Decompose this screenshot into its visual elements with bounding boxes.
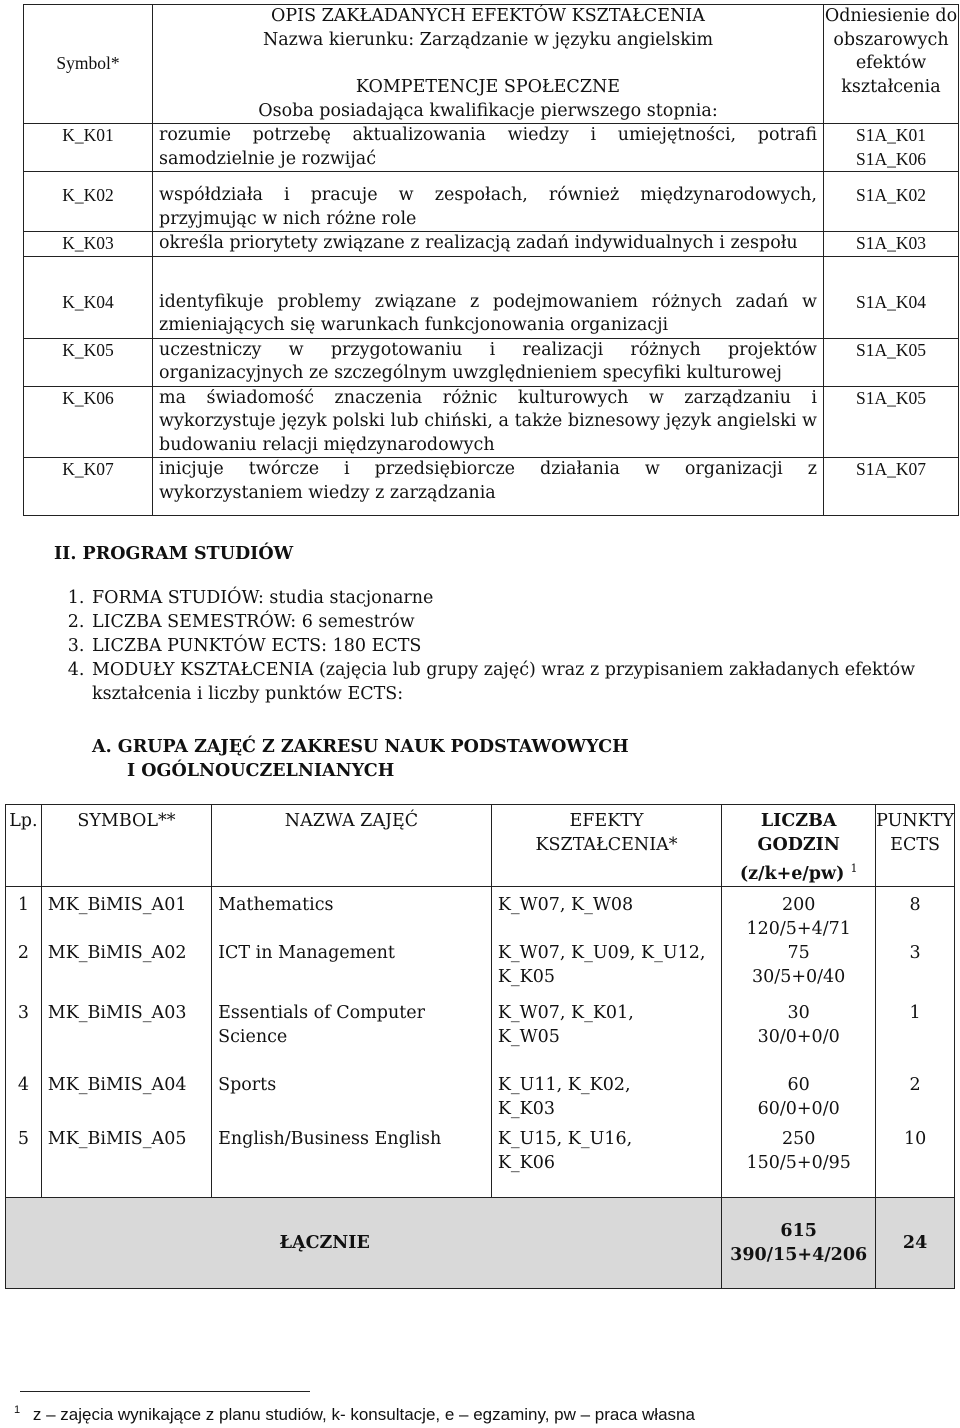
total-hours (722, 1197, 876, 1288)
row-lp: 2 (6, 941, 42, 989)
hours-split: 60/0+0/0 (757, 1098, 840, 1119)
row-points: 3 (876, 941, 955, 989)
row-refs: S1A_K05 (824, 338, 959, 386)
row-lp: 4 (6, 1049, 42, 1121)
row-effects: K_U11, K_K02, K_K03 (491, 1049, 721, 1121)
list-item: 1. FORMA STUDIÓW: studia stacjonarne (90, 586, 934, 610)
row-description: identyfikuje problemy związane z podejmowaniem różnych zadań w zmieniających się warunkach funkcjonowania organizacji (153, 256, 824, 338)
row-effects: K_W07, K_K01, K_W05 (491, 989, 721, 1049)
row-hours (722, 989, 876, 1049)
table-row (6, 941, 955, 989)
footnote-divider (20, 1391, 310, 1392)
row-symbol: MK_BiMIS_A05 (41, 1121, 211, 1198)
ref-header-line: kształcenia (841, 76, 941, 97)
hours-total: 200 (781, 894, 816, 915)
hours-total: 30 (787, 1002, 810, 1023)
header-line-text: (z/k+e/pw) (739, 863, 845, 884)
reference-header (824, 5, 959, 124)
list-item: 4. MODUŁY KSZTAŁCENIA (zajęcia lub grupy zajęć) wraz z przypisaniem zakładanych efektów kształcenia i liczby punktów ECTS: (90, 658, 934, 706)
modules-table (5, 804, 955, 1289)
learning-outcomes-table (23, 4, 959, 516)
row-refs: S1A_K03 (824, 232, 959, 257)
header-line: LICZBA GODZIN (757, 811, 840, 855)
row-lp: 1 (6, 886, 42, 941)
hours-split: 120/5+4/71 (746, 918, 851, 939)
total-spacer (6, 1197, 212, 1288)
row-name: English/Business English (212, 1121, 492, 1198)
row-symbol: MK_BiMIS_A01 (41, 886, 211, 941)
table-row (6, 886, 955, 941)
row-refs: S1A_K02 (824, 172, 959, 232)
row-effects: K_W07, K_U09, K_U12, K_K05 (491, 941, 721, 989)
row-description: inicjuje twórcze i przedsiębiorcze działania w organizacji z wykorzystaniem wiedzy z zarządzania (153, 458, 824, 516)
row-description: określa priorytety związane z realizacją zadań indywidualnych i zespołu (153, 232, 824, 257)
footnote (14, 1404, 695, 1425)
row-hours (722, 1049, 876, 1121)
row-symbol: MK_BiMIS_A02 (41, 941, 211, 989)
table-row (24, 256, 959, 338)
row-effects: K_U15, K_U16, K_K06 (491, 1121, 721, 1198)
row-symbol: K_K04 (24, 256, 153, 338)
row-symbol: K_K03 (24, 232, 153, 257)
effects-header (491, 805, 721, 887)
row-lp: 3 (6, 989, 42, 1049)
table-title (153, 5, 824, 124)
list-item: 3. LICZBA PUNKTÓW ECTS: 180 ECTS (90, 634, 934, 658)
points-header (876, 805, 955, 887)
ref-header-line: Odniesienie do (824, 6, 958, 26)
total-points: 24 (876, 1197, 955, 1288)
row-symbol: MK_BiMIS_A04 (41, 1049, 211, 1121)
hours-total: 60 (787, 1074, 810, 1095)
hours-split: 150/5+0/95 (746, 1152, 851, 1173)
row-symbol: K_K02 (24, 172, 153, 232)
footnote-marker: 1 (850, 862, 858, 875)
title-line: OPIS ZAKŁADANYCH EFEKTÓW KSZTAŁCENIA (271, 6, 705, 26)
footnote-marker: 1 (14, 1404, 21, 1416)
row-symbol: MK_BiMIS_A03 (41, 989, 211, 1049)
group-heading (92, 735, 629, 783)
ref-header-line: efektów (855, 53, 927, 73)
row-description: rozumie potrzebę aktualizowania wiedzy i umiejętności, potrafi samodzielnie je rozwijać (153, 124, 824, 172)
title-line: Nazwa kierunku: Zarządzanie w języku angielskim (262, 29, 714, 50)
hours-split: 390/15+4/206 (730, 1244, 868, 1265)
section-heading: II. PROGRAM STUDIÓW (54, 544, 294, 564)
table-row (6, 989, 955, 1049)
row-points: 1 (876, 989, 955, 1049)
table-row (24, 338, 959, 386)
table-row (6, 1121, 955, 1198)
hours-split: 30/5+0/40 (752, 966, 846, 987)
header-line: KSZTAŁCENIA* (535, 835, 678, 855)
row-refs: S1A_K07 (824, 458, 959, 516)
row-hours (722, 886, 876, 941)
hours-header (722, 805, 876, 887)
table-row (24, 232, 959, 257)
hours-total: 250 (781, 1128, 816, 1149)
total-row (6, 1197, 955, 1288)
table-row (24, 386, 959, 458)
row-points: 10 (876, 1121, 955, 1198)
row-lp: 5 (6, 1121, 42, 1198)
symbol-header: SYMBOL** (41, 805, 211, 887)
row-symbol: K_K05 (24, 338, 153, 386)
row-symbol: K_K06 (24, 386, 153, 458)
table-row (24, 458, 959, 516)
list-item: 2. LICZBA SEMESTRÓW: 6 semestrów (90, 610, 934, 634)
row-refs: S1A_K05 (824, 386, 959, 458)
row-symbol: K_K07 (24, 458, 153, 516)
row-description: współdziała i pracuje w zespołach, również międzynarodowych, przyjmując w nich różne role (153, 172, 824, 232)
ref-header-line: obszarowych (833, 29, 949, 50)
row-points: 8 (876, 886, 955, 941)
row-name: Essentials of Computer Science (212, 989, 492, 1049)
header-line: EFEKTY (569, 811, 644, 831)
row-name: Mathematics (212, 886, 492, 941)
name-header: NAZWA ZAJĘĆ (212, 805, 492, 887)
row-refs (824, 124, 959, 172)
ref-code: S1A_K06 (855, 148, 926, 169)
table-header-row (6, 805, 955, 887)
header-line: PUNKTY (876, 811, 954, 831)
hours-split: 30/0+0/0 (757, 1026, 840, 1047)
table-row (24, 172, 959, 232)
row-symbol: K_K01 (24, 124, 153, 172)
row-refs: S1A_K04 (824, 256, 959, 338)
hours-total: 75 (787, 942, 810, 963)
section-subtitle: Osoba posiadająca kwalifikacje pierwszego stopnia: (258, 100, 718, 121)
lp-header: Lp. (6, 805, 42, 887)
hours-total: 615 (780, 1220, 817, 1241)
ref-code: S1A_K01 (855, 125, 926, 145)
symbol-header: Symbol* (24, 5, 153, 124)
section-label: KOMPETENCJE SPOŁECZNE (355, 77, 621, 97)
group-heading-line: I OGÓLNOUCZELNIANYCH (127, 761, 395, 781)
row-hours (722, 941, 876, 989)
header-line: ECTS (890, 835, 940, 855)
table-row (6, 1049, 955, 1121)
row-description: ma świadomość znaczenia różnic kulturowych w zarządzaniu i wykorzystuje język polski lub chiński, a także biznesowy język angielski w budowaniu relacji międzynarodowych (153, 386, 824, 458)
header-line (722, 857, 875, 886)
row-name: ICT in Management (212, 941, 492, 989)
total-label: ŁĄCZNIE (212, 1197, 722, 1288)
footnote-text: z – zajęcia wynikające z planu studiów, k- konsultacje, e – egzaminy, pw – praca własna (32, 1404, 695, 1424)
row-effects: K_W07, K_W08 (491, 886, 721, 941)
group-heading-line: A. GRUPA ZAJĘĆ Z ZAKRESU NAUK PODSTAWOWYCH (92, 737, 629, 757)
program-section (54, 542, 934, 706)
row-description: uczestniczy w przygotowaniu i realizacji różnych projektów organizacyjnych ze szczególnym uwzględnieniem specyfiki kulturowej (153, 338, 824, 386)
row-points: 2 (876, 1049, 955, 1121)
table-row (24, 124, 959, 172)
row-name: Sports (212, 1049, 492, 1121)
program-list (54, 586, 934, 706)
table-header-row (24, 5, 959, 124)
row-hours (722, 1121, 876, 1198)
